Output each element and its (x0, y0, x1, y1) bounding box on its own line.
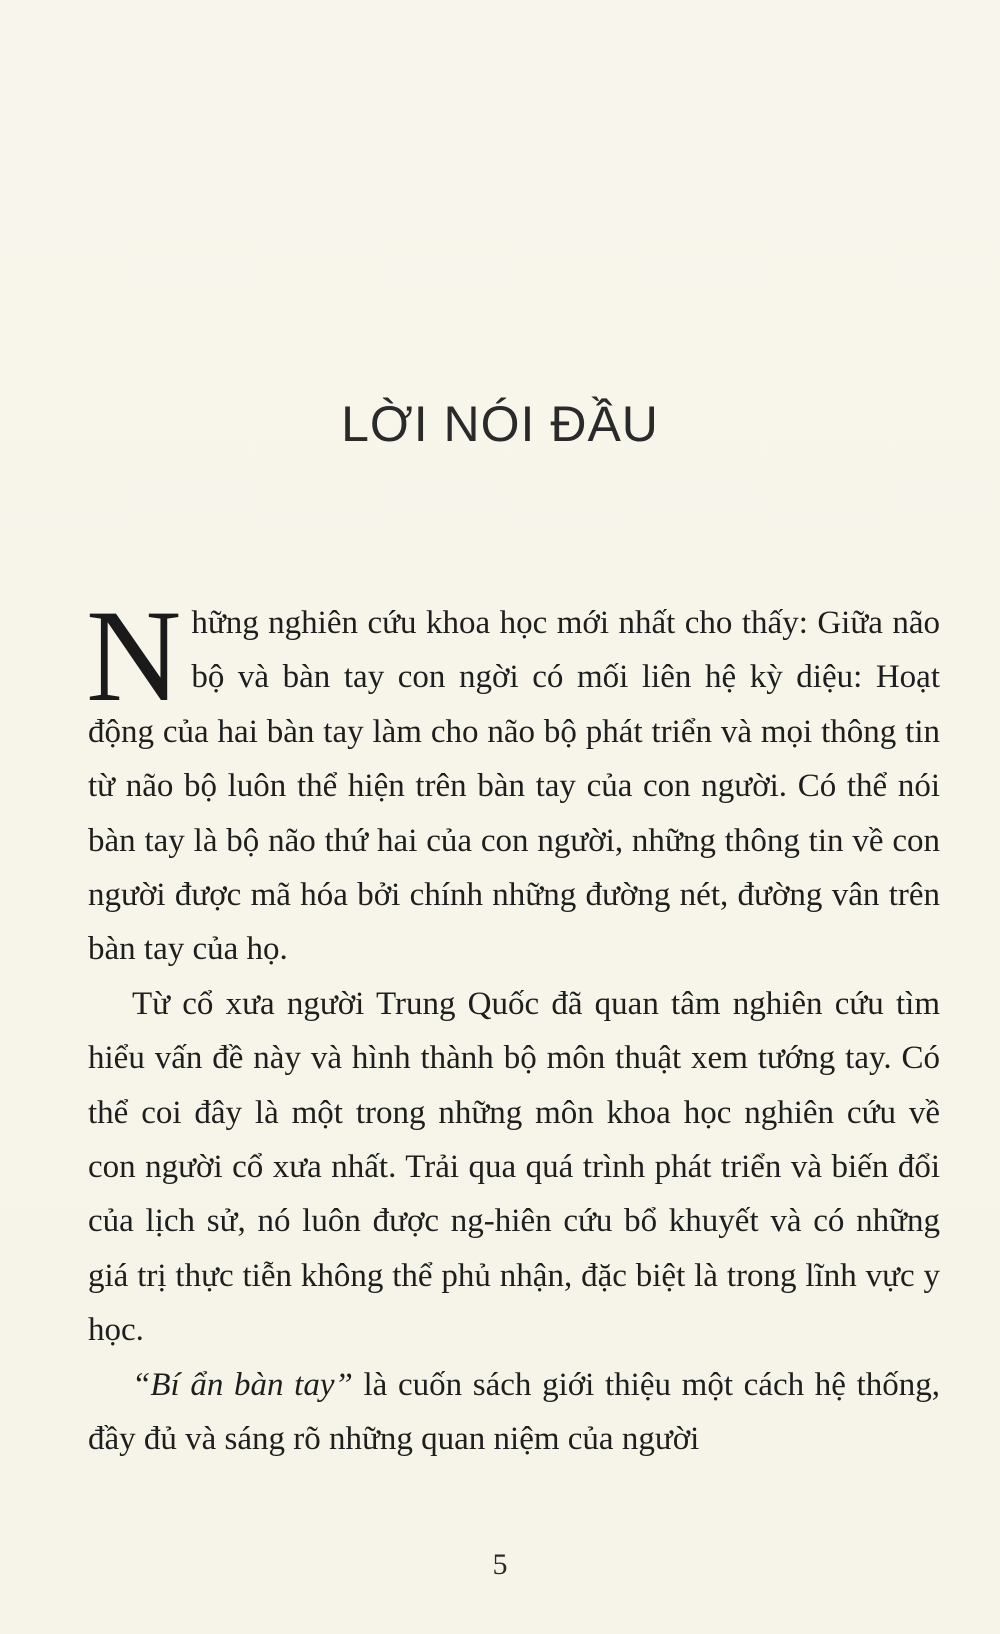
book-title-quote: “Bí ẩn bàn tay” (132, 1366, 353, 1403)
page-number: 5 (492, 1548, 508, 1581)
paragraph-3-text: là cuốn sách giới thiệu một cách hệ thống, đầy đủ và sáng rõ những quan niệm của người (88, 1366, 940, 1458)
drop-cap: N (86, 582, 182, 729)
paragraph-1-text: hững nghiên cứu khoa học mới nhất cho thấy: Giữa não bộ và bàn tay con ngời có mối liên hệ kỳ diệu: Hoạt động của hai bàn tay làm cho não bộ phát triển và mọi thông tin từ não bộ luôn thể hiện trên bàn tay của con người. Có thể nói bàn tay là bộ não thứ hai của con người, những thông tin về con người được mã hóa bởi chính những đường nét, đường vân trên bàn tay của họ. (88, 605, 940, 968)
chapter-title: LỜI NÓI ĐẦU (341, 396, 659, 452)
paragraph-1 (86, 582, 940, 977)
body-text (86, 582, 940, 1467)
paragraph-2: Từ cổ xưa người Trung Quốc đã quan tâm nghiên cứu tìm hiểu vấn đề này và hình thành bộ môn thuật xem tướng tay. Có thể coi đây là một trong những môn khoa học nghiên cứu về con người cổ xưa nhất. Trải qua quá trình phát triển và biến đổi của lịch sử, nó luôn được ng-hiên cứu bổ khuyết và có những giá trị thực tiễn không thể phủ nhận, đặc biệt là trong lĩnh vực y học. (88, 985, 940, 1349)
paragraph-3 (88, 1358, 940, 1467)
